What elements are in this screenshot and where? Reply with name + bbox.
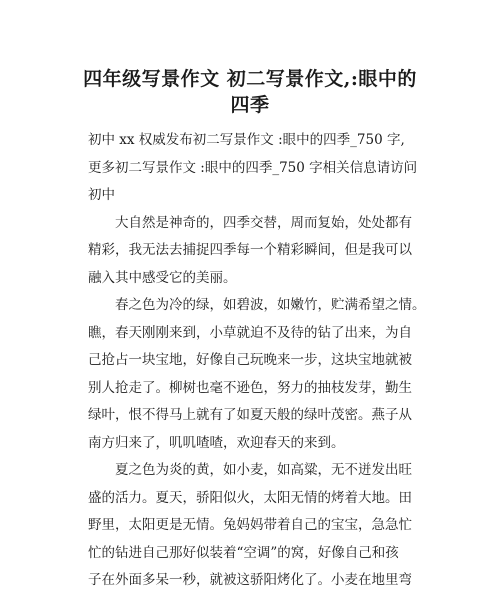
intro-paragraph	[88, 127, 422, 210]
text-line: 忙的钻进自己那好似装着“空调”的窝，好像自己和孩	[88, 544, 399, 561]
paragraph-2	[88, 292, 426, 457]
text-line: 精彩，我无法去捕捉四季每一个精彩瞬间，但是我可以	[88, 242, 412, 258]
text-line: 己抢占一块宝地，好像自己玩晚来一步，这块宝地就被	[88, 352, 412, 368]
title-line-2: 四季	[230, 94, 270, 116]
text-line: 绿叶，恨不得马上就有了如夏天般的绿叶茂密。燕子从	[88, 407, 412, 423]
document-title	[60, 66, 440, 118]
text-line: 初中	[88, 187, 115, 203]
text-line: 野里，太阳更是无情。兔妈妈带着自己的宝宝，急急忙	[88, 517, 412, 533]
text-line: 子在外面多呆一秒，就被这骄阳烤化了。小麦在地里弯	[88, 572, 412, 588]
text-line: 瞧，春天刚刚来到，小草就迫不及待的钻了出来，为自	[88, 324, 412, 341]
title-line-1: 四年级写景作文 初二写景作文,:眼中的	[83, 68, 417, 90]
text-line: 融入其中感受它的美丽。	[88, 269, 237, 286]
text-line: 别人抢走了。柳树也毫不逊色，努力的抽枝发芽，勤生	[88, 379, 412, 396]
text-line: 春之色为冷的绿，如碧波，如嫩竹，贮满希望之情。	[115, 297, 426, 313]
text-line: 更多初二写景作文 :眼中的四季_750 字相关信息请访问	[88, 159, 418, 176]
paragraph-3	[88, 457, 422, 595]
text-line: 大自然是神奇的，四季交替，周而复始，处处都有	[115, 214, 412, 231]
document-body	[88, 127, 426, 595]
paragraph-1	[88, 210, 422, 293]
text-line: 初中 xx 权威发布初二写景作文 :眼中的四季_750 字,	[88, 132, 405, 148]
text-line: 盛的活力。夏天，骄阳似火，太阳无情的烤着大地。田	[88, 489, 412, 506]
text-line: 南方归来了，叽叽喳喳，欢迎春天的来到。	[88, 434, 345, 451]
text-line: 夏之色为炎的黄，如小麦，如高粱，无不迸发出旺	[115, 462, 412, 478]
